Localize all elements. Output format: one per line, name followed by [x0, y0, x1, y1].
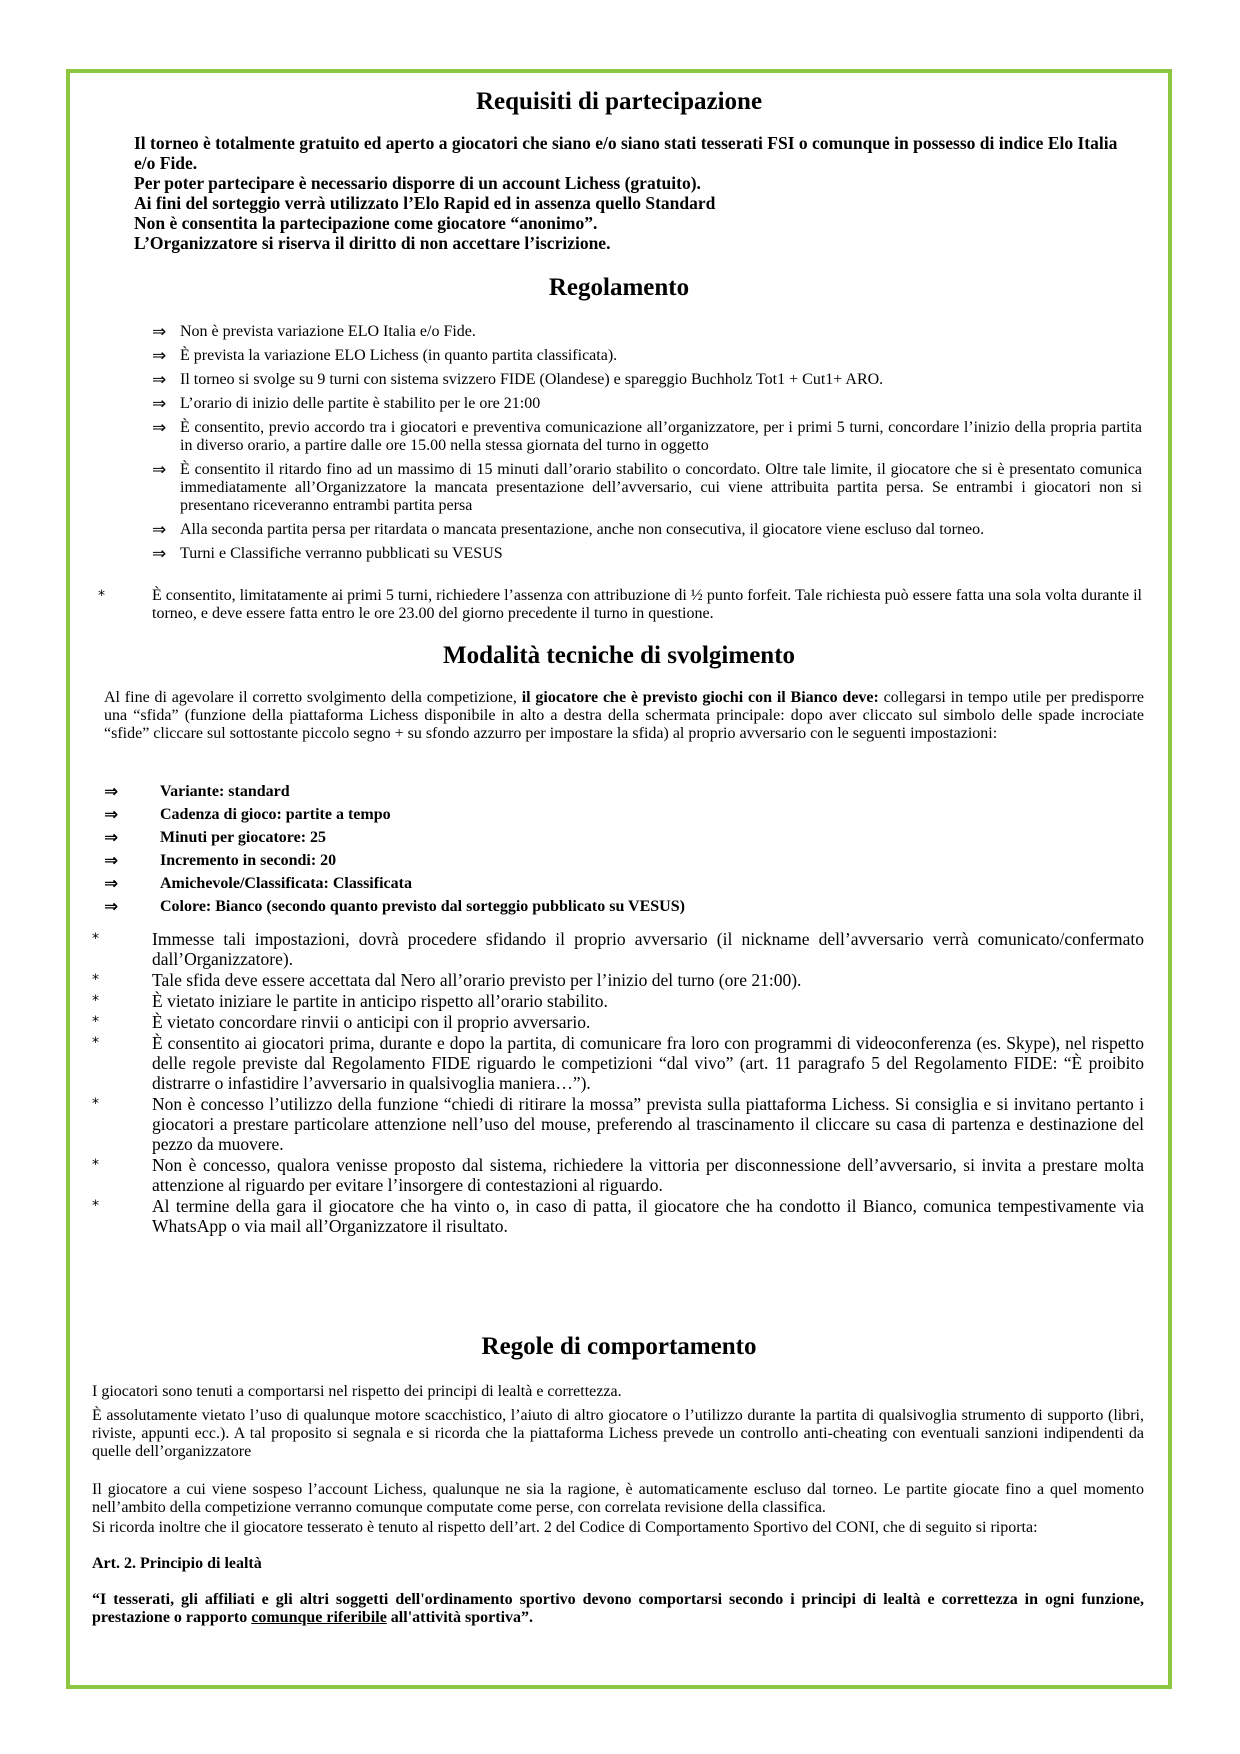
quote-underlined: comunque riferibile — [251, 1609, 387, 1626]
intro-text-c: collegarsi in tempo utile per predisporre una “sfida” (funzione della piattaforma Lichess disponibile in alto a destra della schermata principale: dopo aver cliccato sul simbolo delle spade incrociate “sfide” cliccare sul sottostante piccolo segno + su sfondo azzurro per impostare la sfida) al proprio avversario con le seguenti impostazioni: — [104, 689, 1145, 742]
asterisk-icon: * — [92, 1157, 99, 1173]
arrow-icon: ⇒ — [152, 394, 167, 414]
list-item — [104, 852, 1144, 870]
note-item — [92, 1196, 1144, 1236]
item-text: Non è prevista variazione ELO Italia e/o Fide. — [180, 323, 476, 340]
list-item — [152, 371, 1142, 389]
comportamento-body — [92, 1383, 1144, 1627]
setting-text: Variante: standard — [160, 783, 290, 800]
section-title-regolamento: Regolamento — [548, 274, 690, 301]
note-item — [92, 1155, 1144, 1195]
note-text: Tale sfida deve essere accettata dal Nero all’orario previsto per l’inizio del turno (ore 21:00). — [152, 970, 802, 990]
arrow-icon: ⇒ — [152, 322, 167, 342]
item-text: È consentito il ritardo fino ad un massimo di 15 minuti dall’orario stabilito o concordato. Oltre tale limite, il giocatore che si è presentato comunica immediatamente all’Organizzatore la mancata presentazione dell’avversario, cui viene attribuita partita persa. Se entrambi i giocatori non si presentano riceveranno entrambi partita persa — [180, 461, 1142, 514]
note-item — [92, 991, 1144, 1011]
requisiti-line: Non è consentita la partecipazione come giocatore “anonimo”. — [134, 213, 598, 233]
page-frame — [66, 69, 1172, 1689]
regolamento-list — [152, 323, 1142, 569]
note-text: È vietato concordare rinvii o anticipi con il proprio avversario. — [152, 1012, 591, 1032]
requisiti-line: L’Organizzatore si riserva il diritto di non accettare l’iscrizione. — [134, 233, 611, 253]
note-text: Non è concesso l’utilizzo della funzione “chiedi di ritirare la mossa” prevista sulla piattaforma Lichess. Si consiglia e si invitano pertanto i giocatori a prestare particolare attenzione nell’uso del mouse, preferendo al trascinamento il cliccare su casa di partenza e destinazione del pezzo da muovere. — [152, 1094, 1144, 1154]
note-text: È consentito ai giocatori prima, durante e dopo la partita, di comunicare fra loro con programmi di videoconferenza (es. Skype), nel rispetto delle regole previste dal Regolamento FIDE riguardo le competizioni “dal vivo” (art. 11 paragrafo 5 del Regolamento FIDE: “È proibito distrarre o infastidire l’avversario in qualsivoglia maniera…”). — [152, 1033, 1144, 1093]
setting-text: Cadenza di gioco: partite a tempo — [160, 806, 391, 823]
item-text: Il torneo si svolge su 9 turni con sistema svizzero FIDE (Olandese) e spareggio Buchholz Tot1 + Cut1+ ARO. — [180, 371, 884, 388]
article-title: Art. 2. Principio di lealtà — [92, 1555, 262, 1572]
arrow-icon: ⇒ — [152, 418, 167, 438]
asterisk-icon: * — [92, 931, 99, 947]
paragraph: Si ricorda inoltre che il giocatore tesserato è tenuto al rispetto dell’art. 2 del Codice di Comportamento Sportivo del CONI, che di seguito si riporta: — [92, 1519, 1038, 1536]
item-text: L’orario di inizio delle partite è stabilito per le ore 21:00 — [180, 395, 541, 412]
arrow-icon: ⇒ — [104, 851, 119, 871]
note-text: Al termine della gara il giocatore che ha vinto o, in caso di patta, il giocatore che ha condotto il Bianco, comunica tempestivamente via WhatsApp o via mail all’Organizzatore il risultato. — [152, 1196, 1144, 1236]
section-title-modalita: Modalità tecniche di svolgimento — [442, 642, 796, 669]
note-item — [92, 1012, 1144, 1032]
note-text: Non è concesso, qualora venisse proposto dal sistema, richiedere la vittoria per disconnessione dell’avversario, si invita a prestare molta attenzione al riguardo per evitare l’insorgere di contestazioni al riguardo. — [152, 1155, 1144, 1195]
settings-list — [104, 783, 1144, 921]
setting-text: Incremento in secondi: 20 — [160, 852, 337, 869]
intro-text-bold: il giocatore che è previsto giochi con il Bianco deve: — [521, 689, 879, 706]
arrow-icon: ⇒ — [104, 874, 119, 894]
item-text: È prevista la variazione ELO Lichess (in quanto partita classificata). — [180, 347, 618, 364]
modalita-notes — [92, 929, 1144, 1237]
paragraph: Il giocatore a cui viene sospeso l’account Lichess, qualunque ne sia la ragione, è automaticamente escluso dal torneo. Le partite giocate fino a quel momento nell’ambito della competizione verranno comunque computate come perse, con correlata revisione della classifica. — [92, 1481, 1144, 1516]
asterisk-icon: * — [92, 1198, 99, 1214]
note-text: Immesse tali impostazioni, dovrà procedere sfidando il proprio avversario (il nickname dell’avversario verrà comunicato/confermato dall’Organizzatore). — [152, 929, 1144, 969]
asterisk-icon: * — [92, 993, 99, 1009]
asterisk-icon: * — [92, 1014, 99, 1030]
note-item — [92, 929, 1144, 969]
paragraph: I giocatori sono tenuti a comportarsi nel rispetto dei principi di lealtà e correttezza. — [92, 1383, 622, 1400]
list-item — [104, 806, 1144, 824]
note-item — [92, 1094, 1144, 1154]
asterisk-icon: * — [92, 972, 99, 988]
regolamento-star-note — [98, 587, 1142, 623]
arrow-icon: ⇒ — [104, 828, 119, 848]
arrow-icon: ⇒ — [152, 346, 167, 366]
list-item — [104, 898, 1144, 916]
requisiti-line: Per poter partecipare è necessario disporre di un account Lichess (gratuito). — [134, 173, 701, 193]
intro-text-a: Al fine di agevolare il corretto svolgimento della competizione, — [104, 689, 522, 706]
quote-text-b: all'attività sportiva”. — [386, 1609, 534, 1626]
modalita-intro — [104, 689, 1144, 743]
arrow-icon: ⇒ — [152, 370, 167, 390]
note-item — [92, 970, 1144, 990]
section-title-requisiti: Requisiti di partecipazione — [475, 88, 763, 115]
arrow-icon: ⇒ — [104, 897, 119, 917]
setting-text: Amichevole/Classificata: Classificata — [160, 875, 412, 892]
list-item — [152, 395, 1142, 413]
list-item — [152, 347, 1142, 365]
arrow-icon: ⇒ — [152, 544, 167, 564]
list-item — [152, 545, 1142, 563]
item-text: Alla seconda partita persa per ritardata o mancata presentazione, anche non consecutiva, il giocatore viene escluso dal torneo. — [180, 521, 985, 538]
requisiti-block — [134, 133, 1134, 253]
star-note-text: È consentito, limitatamente ai primi 5 turni, richiedere l’assenza con attribuzione di ½ punto forfeit. Tale richiesta può essere fatta una sola volta durante il torneo, e deve essere fatta entro le ore 23.00 del giorno precedente il turno in questione. — [152, 587, 1142, 622]
asterisk-icon: * — [98, 588, 105, 604]
item-text: È consentito, previo accordo tra i giocatori e preventiva comunicazione all’organizzatore, per i primi 5 turni, concordare l’inizio della propria partita in diverso orario, a partire dalle ore 15.00 nella stessa giornata del turno in oggetto — [180, 419, 1142, 454]
asterisk-icon: * — [92, 1096, 99, 1112]
list-item — [152, 323, 1142, 341]
section-title-comportamento: Regole di comportamento — [481, 1333, 757, 1360]
list-item — [104, 783, 1144, 801]
arrow-icon: ⇒ — [152, 520, 167, 540]
list-item — [152, 419, 1142, 455]
list-item — [152, 461, 1142, 515]
asterisk-icon: * — [92, 1035, 99, 1051]
arrow-icon: ⇒ — [152, 460, 167, 480]
article-quote — [92, 1591, 1144, 1627]
note-text: È vietato iniziare le partite in anticipo rispetto all’orario stabilito. — [152, 991, 608, 1011]
note-item — [92, 1033, 1144, 1093]
list-item — [104, 829, 1144, 847]
setting-text: Colore: Bianco (secondo quanto previsto dal sorteggio pubblicato su VESUS) — [160, 898, 685, 915]
arrow-icon: ⇒ — [104, 805, 119, 825]
item-text: Turni e Classifiche verranno pubblicati su VESUS — [180, 545, 503, 562]
arrow-icon: ⇒ — [104, 782, 119, 802]
setting-text: Minuti per giocatore: 25 — [160, 829, 327, 846]
list-item — [104, 875, 1144, 893]
paragraph: È assolutamente vietato l’uso di qualunque motore scacchistico, l’aiuto di altro giocatore o l’utilizzo durante la partita di qualsivoglia strumento di supporto (libri, riviste, appunti ecc.). A tal proposito si segnala e si ricorda che la piattaforma Lichess prevede un controllo anti-cheating con eventuali sanzioni indipendenti da quelle dell’organizzatore — [92, 1407, 1144, 1460]
quote-text-a: “I tesserati, gli affiliati e gli altri soggetti dell'ordinamento sportivo devono comportarsi secondo i principi di lealtà e correttezza in ogni funzione, prestazione o rapporto — [92, 1591, 1144, 1626]
requisiti-line: Ai fini del sorteggio verrà utilizzato l’Elo Rapid ed in assenza quello Standard — [134, 193, 716, 213]
list-item — [152, 521, 1142, 539]
requisiti-line: Il torneo è totalmente gratuito ed aperto a giocatori che siano e/o siano stati tesserati FSI o comunque in possesso di indice Elo Italia e/o Fide. — [134, 133, 1118, 173]
